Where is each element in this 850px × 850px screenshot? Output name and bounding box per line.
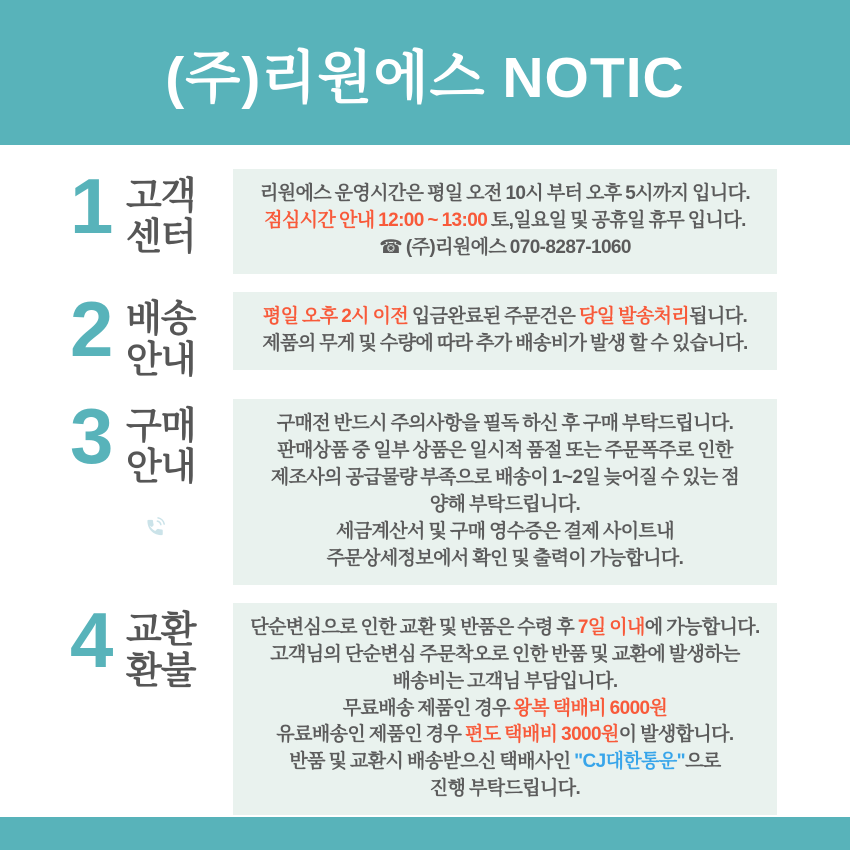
notice-line (241, 235, 769, 262)
text-segment: 제품의 무게 및 수량에 따라 추가 배송비가 발생 할 수 있습니다. (262, 332, 748, 354)
section-3 (70, 391, 777, 585)
section-2 (70, 284, 777, 381)
section-label (126, 175, 195, 258)
notice-line (241, 669, 769, 696)
section-label-line: 환불 (126, 650, 196, 692)
text-segment: 판매상품 중 일부 상품은 일시적 품절 또는 주문폭주로 인한 (277, 439, 733, 461)
text-segment: 이 발생합니다. (618, 724, 734, 746)
text-segment: 구매전 반드시 주의사항을 필독 하신 후 구매 부탁드립니다. (276, 412, 734, 434)
section-number: 2 (70, 284, 112, 373)
notice-line (241, 749, 769, 776)
page-title: (주)리원에스 NOTIC (165, 45, 685, 110)
text-segment: 토,일요일 및 공휴일 휴무 입니다. (487, 209, 746, 231)
text-segment: 반품 및 교환시 배송받으신 택배사인 (289, 751, 575, 773)
notice-line (241, 492, 769, 519)
text-segment: 제조사의 공급물량 부족으로 배송이 1~2일 늦어질 수 있는 점 (270, 466, 740, 488)
text-segment: 진행 부탁드립니다. (429, 778, 581, 800)
notice-line (241, 642, 769, 669)
text-segment: 양해 부탁드립니다. (429, 493, 581, 515)
text-segment: 단순변심으로 인한 교환 및 반품은 수령 후 (250, 616, 578, 638)
section-label-line: 배송 (126, 297, 196, 339)
text-segment: 세금계산서 및 구매 영수증은 결제 사이트내 (336, 520, 674, 542)
text-segment: 됩니다. (689, 305, 748, 327)
text-segment: 점심시간 안내 12:00 ~ 13:00 (264, 209, 488, 231)
text-segment: 유료배송인 제품인 경우 (276, 724, 465, 746)
section-heading (70, 595, 233, 692)
section-label (126, 298, 195, 381)
section-label-line: 안내 (126, 446, 196, 488)
notice-line (241, 519, 769, 546)
section-1 (70, 162, 777, 274)
notice-line (241, 696, 769, 723)
section-heading (70, 284, 233, 381)
phone-waves-icon (142, 514, 168, 540)
section-content-box (233, 292, 777, 370)
text-segment: 고객님의 단순변심 주문착오로 인한 반품 및 교환에 발생하는 (270, 643, 740, 665)
notice-line (241, 208, 769, 235)
section-heading (70, 162, 233, 258)
notice-line (241, 776, 769, 803)
text-segment: 당일 발송처리 (578, 305, 690, 327)
notice-sections (0, 145, 850, 815)
notice-line (241, 331, 769, 358)
section-label (126, 609, 195, 692)
text-segment: 배송비는 고객님 부담입니다. (392, 670, 618, 692)
text-segment: 리원에스 운영시간은 평일 오전 10시 부터 오후 5시까지 입니다. (259, 183, 751, 204)
header-banner (0, 0, 850, 145)
notice-line (241, 722, 769, 749)
text-segment: 입금완료된 주문건은 (408, 305, 579, 327)
text-segment: ☎ (주)리원에스 070-8287-1060 (379, 236, 631, 258)
notice-line (241, 304, 769, 331)
section-content-box (233, 169, 777, 274)
section-label-line: 고객 (126, 175, 196, 216)
notice-line (241, 438, 769, 465)
notice-line (241, 411, 769, 438)
text-segment: 7일 이내 (577, 616, 645, 638)
section-4 (70, 595, 777, 816)
section-number: 4 (70, 595, 112, 684)
text-segment: 평일 오후 2시 이전 (262, 305, 409, 327)
text-segment: 무료배송 제품인 경우 (342, 697, 514, 719)
section-number: 1 (70, 162, 112, 250)
notice-line (241, 181, 769, 208)
section-heading-row (70, 162, 233, 258)
section-heading-row (70, 595, 233, 692)
section-label (126, 405, 195, 488)
text-segment: 에 가능합니다. (644, 616, 760, 638)
section-label-line: 구매 (126, 404, 196, 446)
text-segment: 왕복 택배비 6000원 (513, 697, 668, 719)
text-segment: "CJ대한통운" (574, 751, 686, 773)
section-heading (70, 391, 233, 540)
section-heading-row (70, 284, 233, 381)
section-content-box (233, 399, 777, 585)
section-content-box (233, 603, 777, 816)
section-heading-row (70, 391, 233, 488)
notice-line (241, 546, 769, 573)
text-segment: 주문상세정보에서 확인 및 출력이 가능합니다. (326, 547, 684, 569)
notice-line (241, 465, 769, 492)
section-label-line: 교환 (126, 608, 196, 650)
footer-banner (0, 817, 850, 850)
section-number: 3 (70, 391, 112, 480)
text-segment: 으로 (685, 751, 721, 773)
notice-line (241, 615, 769, 642)
section-label-line: 센터 (126, 216, 196, 258)
text-segment: 편도 택배비 3000원 (464, 724, 619, 746)
section-label-line: 안내 (126, 339, 196, 381)
